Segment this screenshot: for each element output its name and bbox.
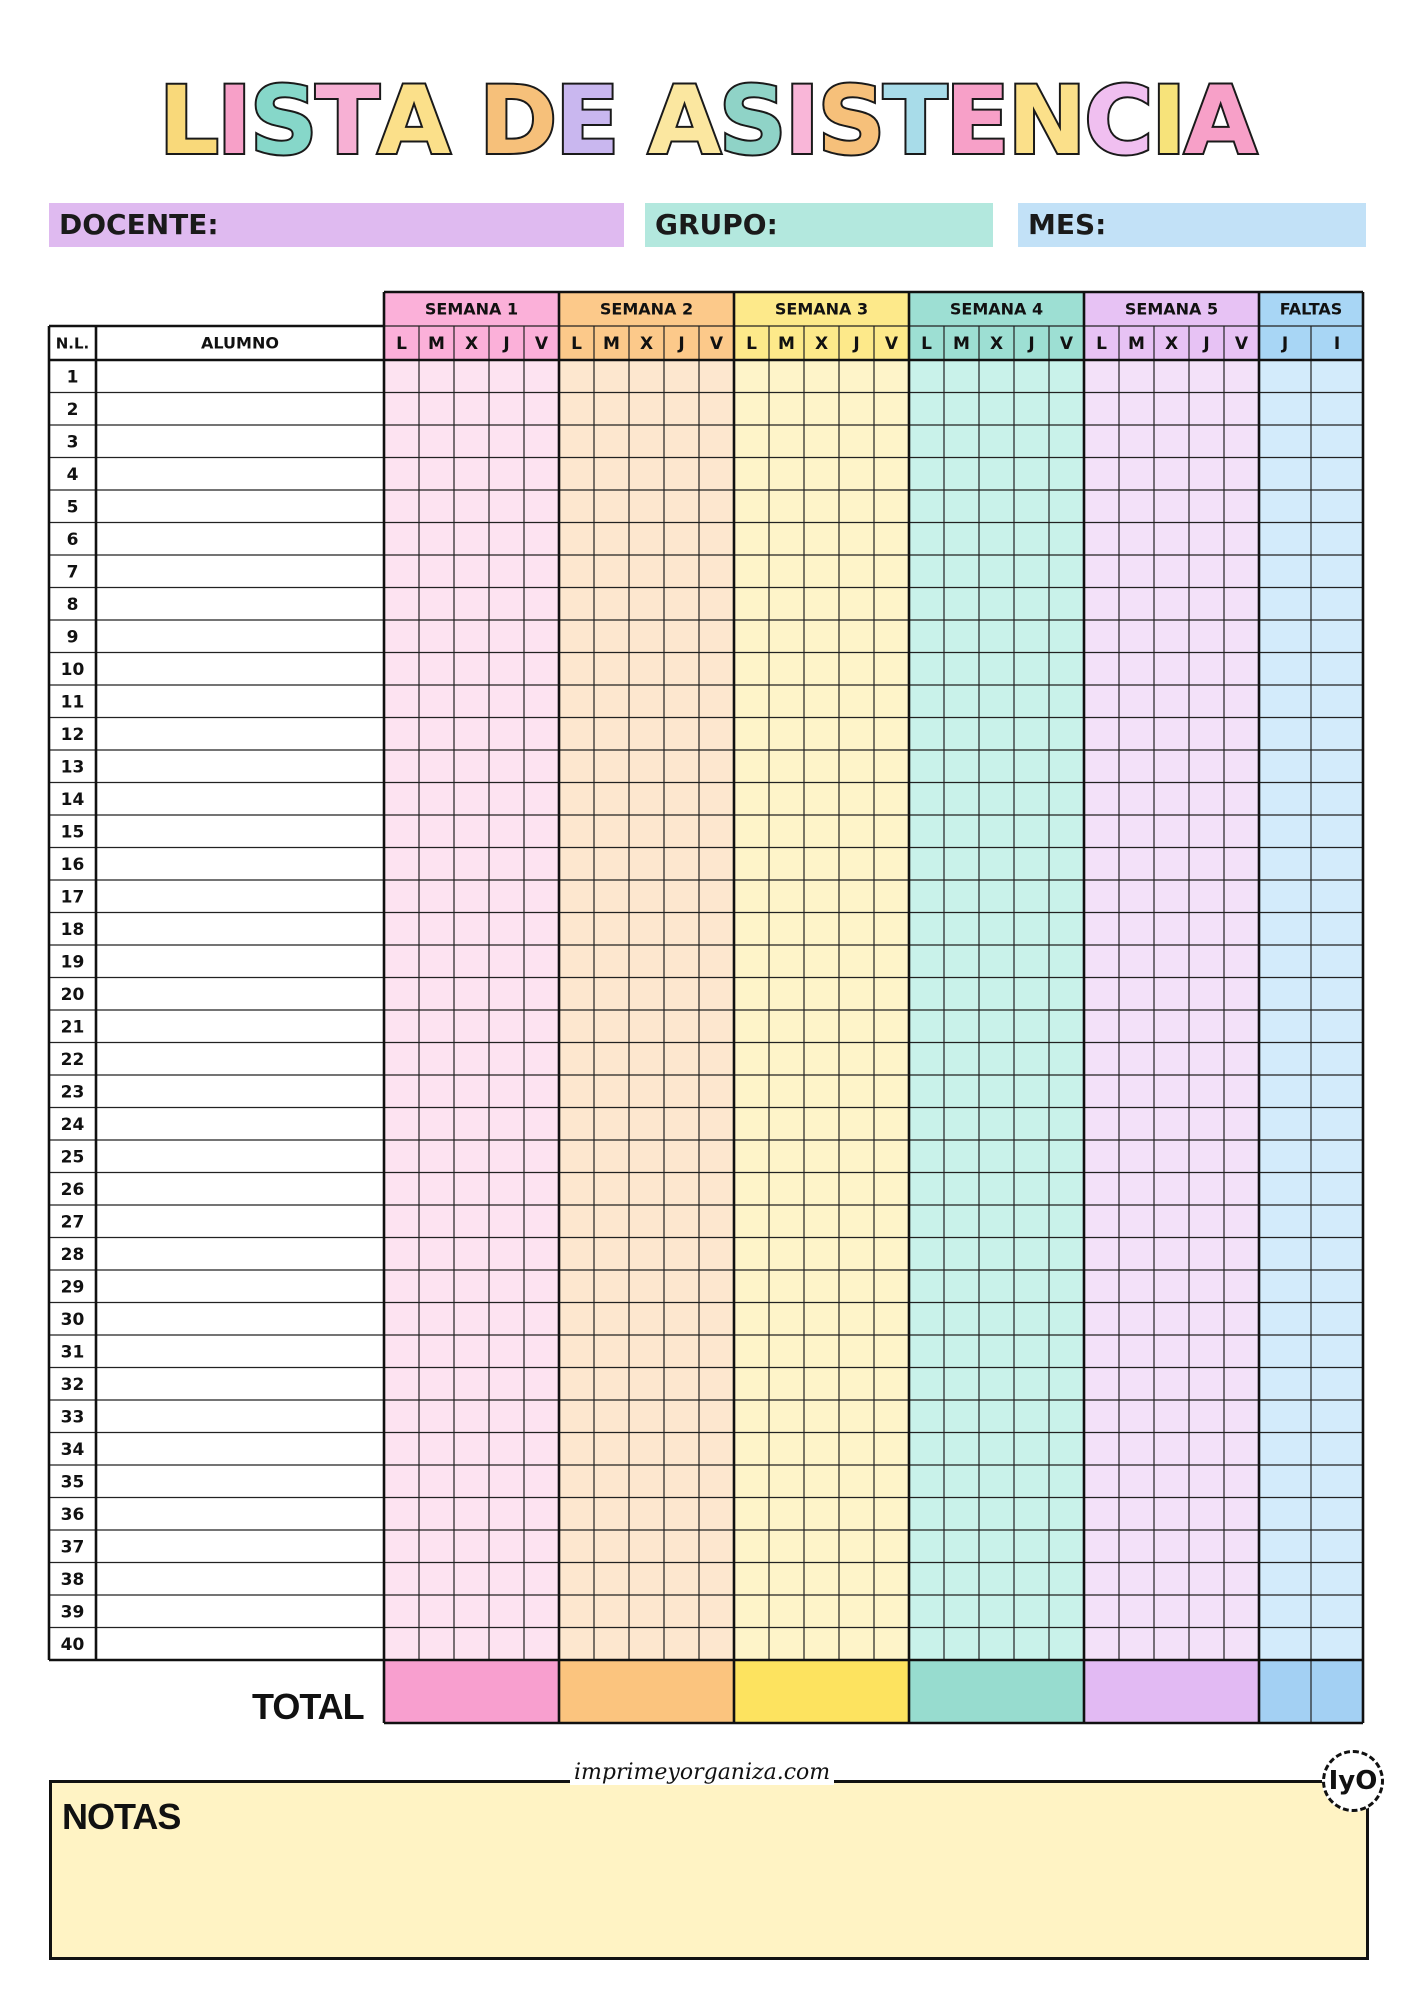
row-number: 15: [60, 822, 85, 843]
day-label: L: [746, 334, 757, 354]
faltas-label: FALTAS: [1279, 299, 1343, 319]
row-number: 11: [60, 692, 85, 713]
row-number: 22: [60, 1049, 85, 1070]
day-label: M: [953, 334, 970, 354]
day-label: J: [853, 334, 860, 354]
row-number: 20: [60, 984, 85, 1005]
title-letter: S: [817, 67, 884, 176]
total-cell: [909, 1660, 1084, 1723]
day-label: V: [709, 334, 724, 354]
total-cell: [734, 1660, 909, 1723]
row-number: 17: [60, 887, 85, 908]
title-letter: A: [377, 67, 449, 176]
week-label: SEMANA 5: [1124, 299, 1219, 319]
row-number: 16: [60, 854, 85, 875]
row-number: 36: [60, 1504, 85, 1525]
row-number: 6: [66, 529, 79, 550]
nl-header: N.L.: [55, 334, 90, 353]
row-number: 5: [66, 497, 79, 518]
row-number: 1: [66, 367, 79, 388]
day-label: M: [1128, 334, 1145, 354]
week-label: SEMANA 1: [424, 299, 519, 319]
total-cell: [559, 1660, 734, 1723]
title-letter: L: [158, 67, 217, 176]
row-number: 10: [60, 659, 85, 680]
title-letter: I: [784, 67, 818, 176]
day-label: V: [1059, 334, 1074, 354]
row-number: 7: [66, 562, 79, 583]
row-number: 2: [66, 399, 79, 420]
row-number: 8: [66, 594, 79, 615]
row-number: 3: [66, 432, 79, 453]
row-number: 40: [60, 1634, 85, 1655]
day-label: J: [1028, 334, 1035, 354]
row-number: 4: [66, 464, 79, 485]
row-number: 37: [60, 1537, 85, 1558]
title-letter: C: [1084, 67, 1152, 176]
day-label: X: [989, 334, 1004, 354]
total-cell: [384, 1660, 559, 1723]
total-label: TOTAL: [252, 1686, 364, 1727]
day-label: X: [814, 334, 829, 354]
day-label: M: [778, 334, 795, 354]
row-number: 25: [60, 1147, 85, 1168]
mes-field[interactable]: MES:: [1018, 203, 1366, 247]
notes-area[interactable]: [49, 1780, 1369, 1960]
row-number: 26: [60, 1179, 85, 1200]
row-number: 31: [60, 1342, 85, 1363]
row-number: 33: [60, 1407, 85, 1428]
title-letter: E: [555, 67, 618, 176]
title-letter: E: [945, 67, 1008, 176]
day-label: X: [639, 334, 654, 354]
row-number: 30: [60, 1309, 85, 1330]
website-text: imprimeyorganiza.com: [570, 1760, 834, 1785]
row-number: 32: [60, 1374, 85, 1395]
row-number: 28: [60, 1244, 85, 1265]
row-number: 39: [60, 1602, 85, 1623]
day-label: X: [464, 334, 479, 354]
day-label: J: [678, 334, 685, 354]
title-letter: D: [479, 67, 556, 176]
title-letter: T: [315, 67, 378, 176]
row-number: 19: [60, 952, 85, 973]
day-label: L: [1096, 334, 1107, 354]
total-cell: [1084, 1660, 1259, 1723]
row-number: 9: [66, 627, 79, 648]
row-number: 35: [60, 1472, 85, 1493]
notes-label: NOTAS: [62, 1796, 181, 1837]
day-label: V: [1234, 334, 1249, 354]
row-number: 18: [60, 919, 85, 940]
day-label: M: [428, 334, 445, 354]
day-label: L: [396, 334, 407, 354]
day-label: X: [1164, 334, 1179, 354]
title-letter: A: [648, 67, 719, 176]
grupo-field[interactable]: GRUPO:: [645, 203, 993, 247]
row-number: 14: [60, 789, 85, 810]
week-label: SEMANA 2: [599, 299, 694, 319]
day-label: V: [884, 334, 899, 354]
title-letter: S: [249, 67, 316, 176]
day-label: L: [921, 334, 932, 354]
faltas-col-label: I: [1333, 334, 1341, 354]
title-letter: N: [1007, 67, 1085, 176]
alumno-header: ALUMNO: [201, 333, 279, 353]
title-letter: T: [883, 67, 946, 176]
day-label: L: [571, 334, 582, 354]
row-number: 13: [60, 757, 85, 778]
brand-logo: IyO: [1322, 1750, 1384, 1812]
week-label: SEMANA 4: [949, 299, 1044, 319]
docente-field[interactable]: DOCENTE:: [49, 203, 624, 247]
row-number: 29: [60, 1277, 85, 1298]
row-number: 12: [60, 724, 85, 745]
week-label: SEMANA 3: [774, 299, 869, 319]
day-label: V: [534, 334, 549, 354]
title-letter: I: [1151, 67, 1185, 176]
title-letter: S: [718, 67, 785, 176]
row-number: 34: [60, 1439, 85, 1460]
row-number: 38: [60, 1569, 85, 1590]
title-letter: A: [1184, 67, 1256, 176]
day-label: J: [503, 334, 510, 354]
day-label: M: [603, 334, 620, 354]
row-number: 23: [60, 1082, 85, 1103]
row-number: 21: [60, 1017, 85, 1038]
title-letter: I: [216, 67, 250, 176]
row-number: 27: [60, 1212, 85, 1233]
row-number: 24: [60, 1114, 85, 1135]
faltas-col-label: J: [1281, 334, 1289, 354]
day-label: J: [1203, 334, 1210, 354]
